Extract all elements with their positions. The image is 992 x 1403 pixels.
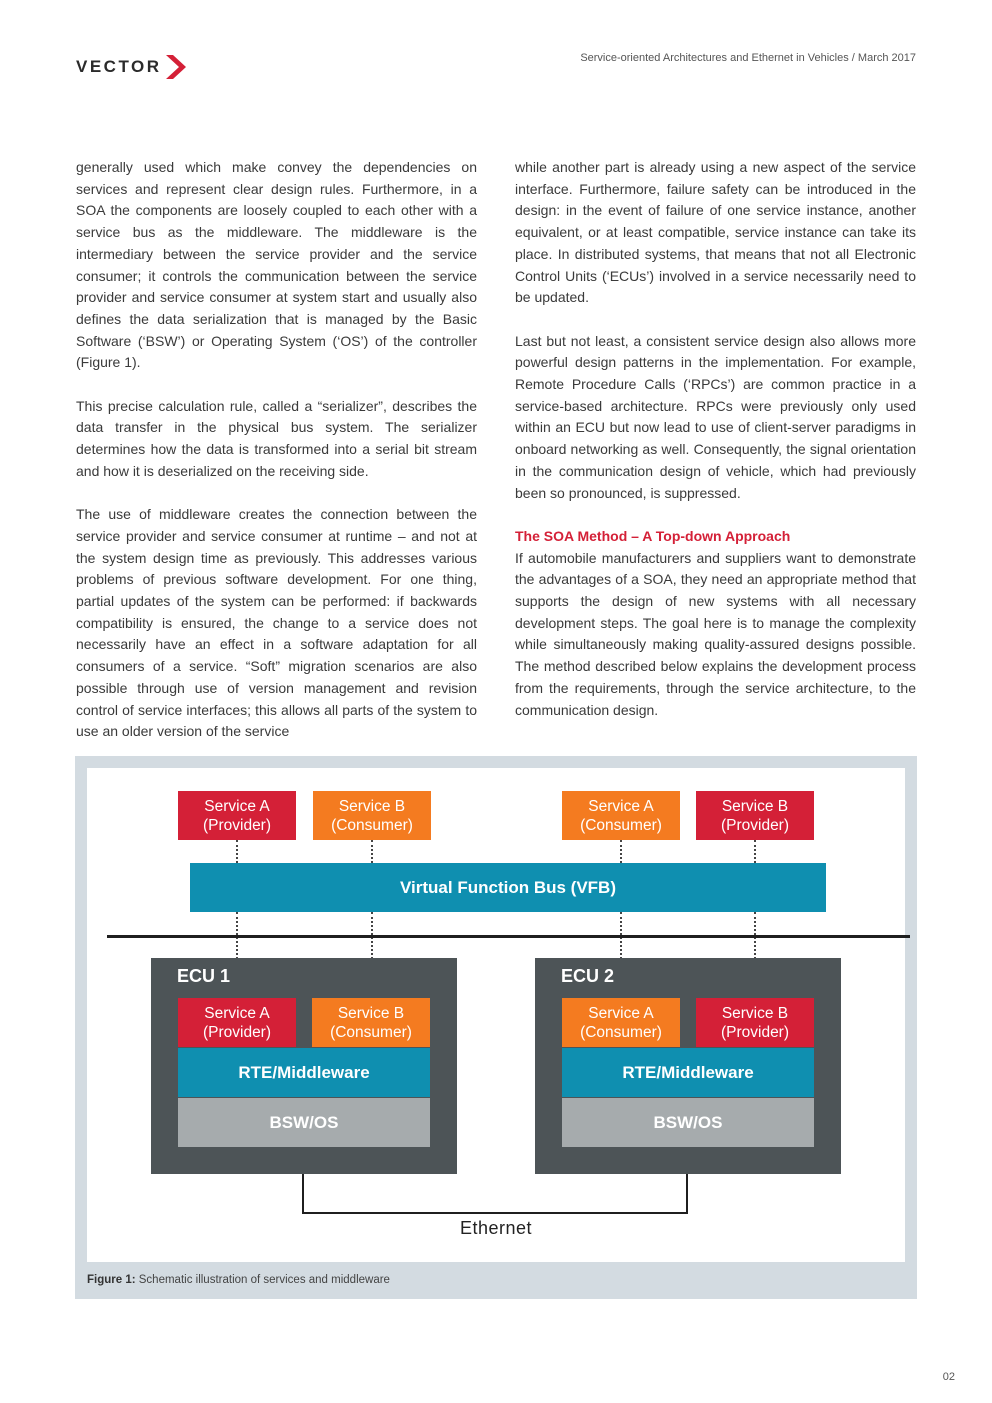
caption-label: Figure 1: <box>87 1274 136 1286</box>
service-name: Service B <box>721 1004 789 1022</box>
chevron-logo-icon <box>164 54 188 80</box>
ethernet-label: Ethernet <box>459 1218 533 1238</box>
service-name: Service A <box>204 1004 270 1022</box>
service-role: (Consumer) <box>331 816 413 834</box>
top-service-a-provider <box>178 791 296 840</box>
ecu2-service-a-consumer <box>562 998 680 1047</box>
ecu1-bsw-os: BSW/OS <box>178 1098 430 1147</box>
service-name: Service B <box>721 797 789 815</box>
vector-logo <box>76 54 188 80</box>
service-role: (Provider) <box>202 816 272 834</box>
left-column <box>76 157 477 765</box>
connector-line <box>236 840 238 863</box>
service-name: Service A <box>204 797 270 815</box>
top-service-b-consumer <box>313 791 431 840</box>
connector-line <box>371 840 373 863</box>
paragraph: If automobile manufacturers and suppliers want to demonstrate the advantages of a SOA, they need an appropriate method that supports the design of new systems with all necessary development steps. The goal here is to manage the complexity while simultaneously making quality-assured designs possible. The method described below explains the development process from the requirements, through the service architecture, to the communication design. <box>515 549 916 718</box>
ethernet-line <box>302 1174 304 1214</box>
page-number: 02 <box>942 1371 955 1383</box>
ecu2-bsw-os: BSW/OS <box>562 1098 814 1147</box>
ecu1-service-a-provider <box>178 998 296 1047</box>
ecu-1-box <box>151 958 457 1174</box>
virtual-function-bus: Virtual Function Bus (VFB) <box>190 863 826 912</box>
service-name: Service B <box>338 797 406 815</box>
caption-text: Schematic illustration of services and middleware <box>135 1274 390 1286</box>
ecu2-service-b-provider <box>696 998 814 1047</box>
ethernet-line <box>302 1212 688 1214</box>
right-column <box>515 157 916 743</box>
top-service-b-provider <box>696 791 814 840</box>
paragraph: This precise calculation rule, called a “serializer”, describes the data transfer in the physical bus system. The serializer determines how the data is transformed into a serial bit stream and how it is deserialized on the receiving side. <box>76 397 477 479</box>
service-role: (Consumer) <box>580 816 662 834</box>
ethernet-line <box>686 1174 688 1214</box>
connector-line <box>620 840 622 863</box>
ecu2-rte-middleware: RTE/Middleware <box>562 1048 814 1097</box>
ecu-title: ECU 1 <box>177 966 231 986</box>
service-role: (Consumer) <box>580 1023 662 1041</box>
top-service-a-consumer <box>562 791 680 840</box>
document-header-title: Service-oriented Architectures and Ethernet in Vehicles / March 2017 <box>580 52 916 64</box>
figure-caption <box>87 1274 390 1286</box>
paragraph: generally used which make convey the dependencies on services and represent clear design rules. Furthermore, in a SOA the components are loosely coupled to each other with a service bus as the middleware. The middleware is the intermediary between the service provider and the service consumer; it controls the communication between the service provider and service consumer at system start and usually also defines the data serialization that is managed by the Basic Software (‘BSW’) or Operating System (‘OS’) of the controller (Figure 1). <box>76 159 477 371</box>
service-role: (Consumer) <box>330 1023 412 1041</box>
figure-diagram <box>87 768 905 1262</box>
service-role: (Provider) <box>720 1023 790 1041</box>
figure-1 <box>75 756 917 1299</box>
paragraph: The use of middleware creates the connection between the service provider and service consumer at runtime – and not at the system design time as previously. This addresses various problems of previous software development. For one thing, partial updates of the system can be performed: if backwards compatibility is ensured, the change to a service does not necessarily have an effect in a software adaptation for all consumers of a service. “Soft” migration scenarios are also possible through use of version management and revision control of service interfaces; this allows all parts of the system to use an older version of the service <box>76 506 477 740</box>
ecu-title: ECU 2 <box>561 966 615 986</box>
service-name: Service A <box>588 797 654 815</box>
ecu1-rte-middleware: RTE/Middleware <box>178 1048 430 1097</box>
paragraph: while another part is already using a new aspect of the service interface. Furthermore, failure safety can be introduced in the design: in the event of failure of one service instance, another equivalent, or at least compatible, service instance can take its place. In distributed systems, that means that not all Electronic Control Units (‘ECUs’) involved in a service necessarily need to be updated. <box>515 159 916 306</box>
service-name: Service A <box>588 1004 654 1022</box>
ecu1-service-b-consumer <box>312 998 430 1047</box>
paragraph: Last but not least, a consistent service design also allows more powerful design patterns in the implementation. For example, Remote Procedure Calls (‘RPCs’) are common practice in a service-based architecture. RPCs were previously only used within an ECU but now lead to use of client-server paradigms in onboard networking as well. Consequently, the signal orientation in the communication design of vehicle, which had previously been so pronounced, is suppressed. <box>515 332 916 501</box>
logo-text: VECTOR <box>76 57 162 76</box>
separator-line <box>107 935 910 938</box>
service-role: (Provider) <box>720 816 790 834</box>
service-role: (Provider) <box>202 1023 272 1041</box>
ecu-2-box <box>535 958 841 1174</box>
connector-line <box>754 840 756 863</box>
section-heading: The SOA Method – A Top-down Approach <box>515 527 791 544</box>
service-name: Service B <box>337 1004 405 1022</box>
